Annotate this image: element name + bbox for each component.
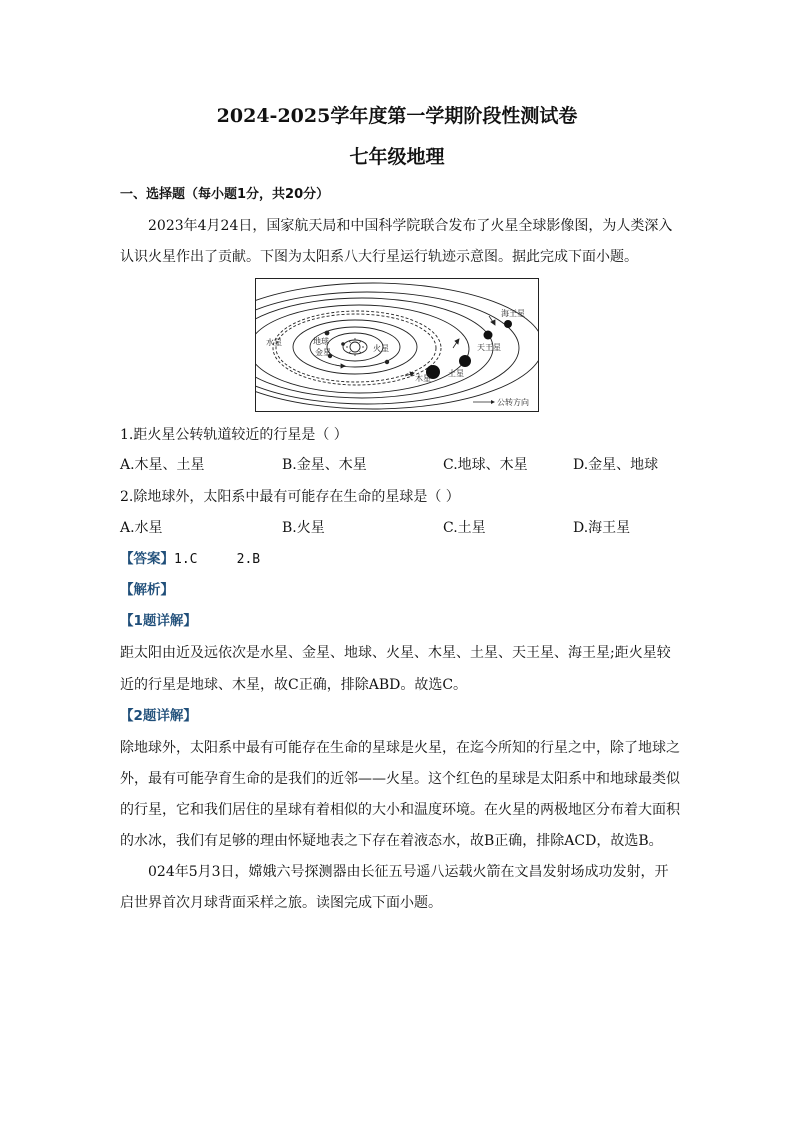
analysis-tag: 【解析】 [120, 582, 174, 598]
label-uranus: 天王星 [477, 343, 501, 352]
detail-2-tag: 【2题详解】 [120, 708, 197, 724]
planet-uranus [484, 331, 493, 340]
label-mercury: 水星 [266, 338, 282, 347]
planet-mars [385, 360, 389, 364]
passage1-line2: 认识火星作出了贡献。下图为太阳系八大行星运行轨迹示意图。据此完成下面小题。 [120, 249, 638, 265]
exam-subtitle: 七年级地理 [349, 146, 445, 168]
question-2-option-c[interactable]: C.土星 [443, 520, 486, 536]
detail-1-line1: 距太阳由近及远依次是水星、金星、地球、火星、木星、土星、天王星、海王星;距火星较 [120, 645, 671, 661]
question-1-stem: 1.距火星公转轨道较近的行星是（ ） [120, 427, 348, 443]
answer-row [120, 549, 260, 570]
solar-system-diagram [255, 278, 539, 412]
question-2-option-d[interactable]: D.海王星 [573, 520, 631, 536]
planet-saturn [459, 355, 471, 367]
planet-neptune [504, 320, 512, 328]
question-1-option-d[interactable]: D.金星、地球 [573, 457, 659, 473]
label-venus: 金星 [315, 348, 331, 357]
label-jupiter: 木星 [415, 374, 431, 383]
planet-mercury [341, 342, 345, 346]
question-1-option-a[interactable]: A.木星、土星 [120, 457, 205, 473]
detail-1-tag: 【1题详解】 [120, 613, 197, 629]
question-2-option-b[interactable]: B.火星 [282, 520, 325, 536]
answer-text: 1.C 2.B [174, 552, 261, 567]
label-saturn: 土星 [448, 369, 464, 378]
detail-2-line2: 外，最有可能孕育生命的是我们的近邻——火星。这个红色的星球是太阳系中和地球最类似 [120, 771, 680, 787]
question-1-option-c[interactable]: C.地球、木星 [443, 457, 528, 473]
detail-2-line3: 的行星，它和我们居住的星球有着相似的大小和温度环境。在火星的两极地区分布着大面积 [120, 802, 680, 818]
detail-1-line2: 近的行星是地球、木星，故C正确，排除ABD。故选C。 [120, 677, 468, 693]
solar-system-figure [255, 278, 539, 412]
section-heading: 一、选择题（每小题1分，共20分） [120, 187, 330, 202]
legend-label: 公转方向 [497, 398, 529, 407]
passage2-line2: 启世界首次月球背面采样之旅。读图完成下面小题。 [120, 895, 442, 911]
answer-tag: 【答案】 [120, 551, 174, 567]
question-2-option-a[interactable]: A.水星 [120, 520, 163, 536]
label-neptune: 海王星 [501, 309, 525, 318]
label-mars: 火星 [373, 344, 389, 353]
detail-2-line1: 除地球外，太阳系中最有可能存在生命的星球是火星，在迄今所知的行星之中，除了地球之 [120, 740, 680, 756]
question-2-stem: 2.除地球外，太阳系中最有可能存在生命的星球是（ ） [120, 489, 460, 505]
passage1-line1: 2023年4月24日，国家航天局和中国科学院联合发布了火星全球影像图，为人类深入 [148, 218, 673, 234]
passage2-line1: 024年5月3日，嫦娥六号探测器由长征五号遥八运载火箭在文昌发射场成功发射，开 [148, 864, 669, 880]
question-1-option-b[interactable]: B.金星、木星 [282, 457, 367, 473]
detail-2-line4: 的水冰，我们有足够的理由怀疑地表之下存在着液态水，故B正确，排除ACD，故选B。 [120, 833, 663, 849]
exam-title: 2024-2025学年度第一学期阶段性测试卷 [216, 105, 578, 127]
planet-earth [325, 331, 330, 336]
label-earth: 地球 [313, 337, 329, 346]
